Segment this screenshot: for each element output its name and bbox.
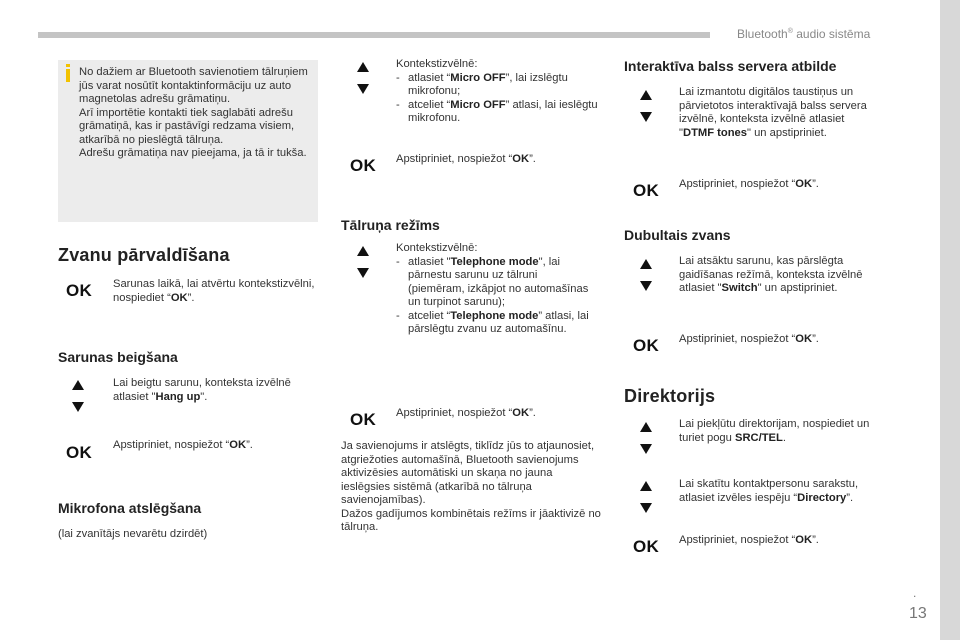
directory-open-instruction: Lai piekļūtu direktorijam, nospiediet un turiet pogu SRC/TEL. [679, 418, 870, 444]
ok-button-icon: OK [350, 410, 377, 429]
end-call-confirm: Apstipriniet, nospiežot “OK”. [113, 439, 253, 451]
info-note-box [58, 60, 318, 222]
phone-mode-context-menu: Kontekstizvēlnē: - atlasiet "Telephone mode", lai pārnestu sarunu uz tālruni (piemēram, izkāpjot no automašīnas un turpinot sarunu); - atceliet “Telephone mode” atlasi, lai pārslēgtu zvanu uz automašīnu. [396, 242, 589, 335]
running-header [737, 27, 870, 41]
mic-context-menu: Kontekstizvēlnē: - atlasiet “Micro OFF”, lai izslēgtu mikrofonu; - atceliet “Micro OFF” atlasi, lai ieslēgtu mikrofonu. [396, 58, 598, 124]
ivr-instruction: Lai izmantotu digitālos taustiņus un pārvietotos interaktīvajā balss servera izvēlnē, konteksta izvēlnē atlasiet "DTMF tones" un apstipriniet. [679, 86, 867, 139]
section-title-directory: Direktorijs [624, 386, 716, 406]
page-number: 13 [909, 605, 927, 622]
mic-confirm: Apstipriniet, nospiežot “OK”. [396, 153, 536, 165]
up-down-arrows-icon [640, 259, 656, 293]
ok-button-icon: OK [633, 181, 660, 200]
up-down-arrows-icon [640, 481, 656, 515]
up-down-arrows-icon [640, 90, 656, 124]
header-rule [38, 32, 710, 38]
ok-button-icon: OK [66, 281, 93, 300]
call-ok-instruction: Sarunas laikā, lai atvērtu kontekstizvēlni, nospiediet “OK”. [113, 278, 315, 304]
mute-mic-note: (lai zvanītājs nevarētu dzirdēt) [58, 528, 208, 540]
up-down-arrows-icon [357, 62, 373, 96]
registered-mark: ® [787, 28, 793, 35]
section-title-call-management: Zvanu pārvaldīšana [58, 245, 230, 265]
up-down-arrows-icon [640, 422, 656, 456]
ok-button-icon: OK [350, 156, 377, 175]
subsection-title-phone-mode: Tālruņa režīms [341, 217, 440, 233]
phone-mode-confirm: Apstipriniet, nospiežot “OK”. [396, 407, 536, 419]
directory-confirm: Apstipriniet, nospiežot “OK”. [679, 534, 819, 546]
header-title: Bluetooth [737, 27, 788, 41]
reconnect-paragraph: Ja savienojums ir atslēgts, tiklīdz jūs to atjaunosiet, atgriežoties automašīnā, Bluetooth savienojums aktivizēsies automātiski un skaņa no jauna ieslēgsies sistēmā (atkarībā no tālruņa savienojamības). Dažos gadījumos kombinētais režīms ir jāaktivizē no tālruņa. [341, 440, 601, 533]
header-suffix: audio sistēma [792, 27, 871, 41]
up-down-arrows-icon [357, 246, 373, 280]
info-icon [66, 69, 70, 82]
ok-button-icon: OK [633, 537, 660, 556]
end-call-instruction: Lai beigtu sarunu, konteksta izvēlnē atlasiet "Hang up". [113, 377, 291, 403]
subsection-title-mute-mic: Mikrofona atslēgšana [58, 500, 202, 516]
info-note-text: No dažiem ar Bluetooth savienotiem tālruņiem jūs varat nosūtīt kontaktinformāciju uz auto magnetolas adrešu grāmatiņu. Arī importētie kontakti tiek saglabāti adrešu grāmatiņā, kas ir pastāvīgi redzama visiem, atkarībā no pieslēgtā tālruņa. Adrešu grāmatiņa nav pieejama, ja tā ir tukša. [79, 66, 308, 159]
subsection-title-end-call: Sarunas beigšana [58, 349, 178, 365]
ivr-confirm: Apstipriniet, nospiežot “OK”. [679, 178, 819, 190]
ok-button-icon: OK [66, 443, 93, 462]
subsection-title-double-call: Dubultais zvans [624, 227, 731, 243]
ok-button-icon: OK [633, 336, 660, 355]
directory-list-instruction: Lai skatītu kontaktpersonu sarakstu, atlasiet izvēles iespēju “Directory”. [679, 478, 859, 504]
subsection-title-ivr: Interaktīva balss servera atbilde [624, 58, 837, 74]
page-marker-dot: . [913, 586, 917, 600]
up-down-arrows-icon [72, 380, 88, 414]
double-call-confirm: Apstipriniet, nospiežot “OK”. [679, 333, 819, 345]
page-edge-bar [940, 0, 960, 640]
double-call-instruction: Lai atsāktu sarunu, kas pārslēgta gaidīšanas režīmā, konteksta izvēlnē atlasiet "Switch" un apstipriniet. [679, 255, 863, 294]
